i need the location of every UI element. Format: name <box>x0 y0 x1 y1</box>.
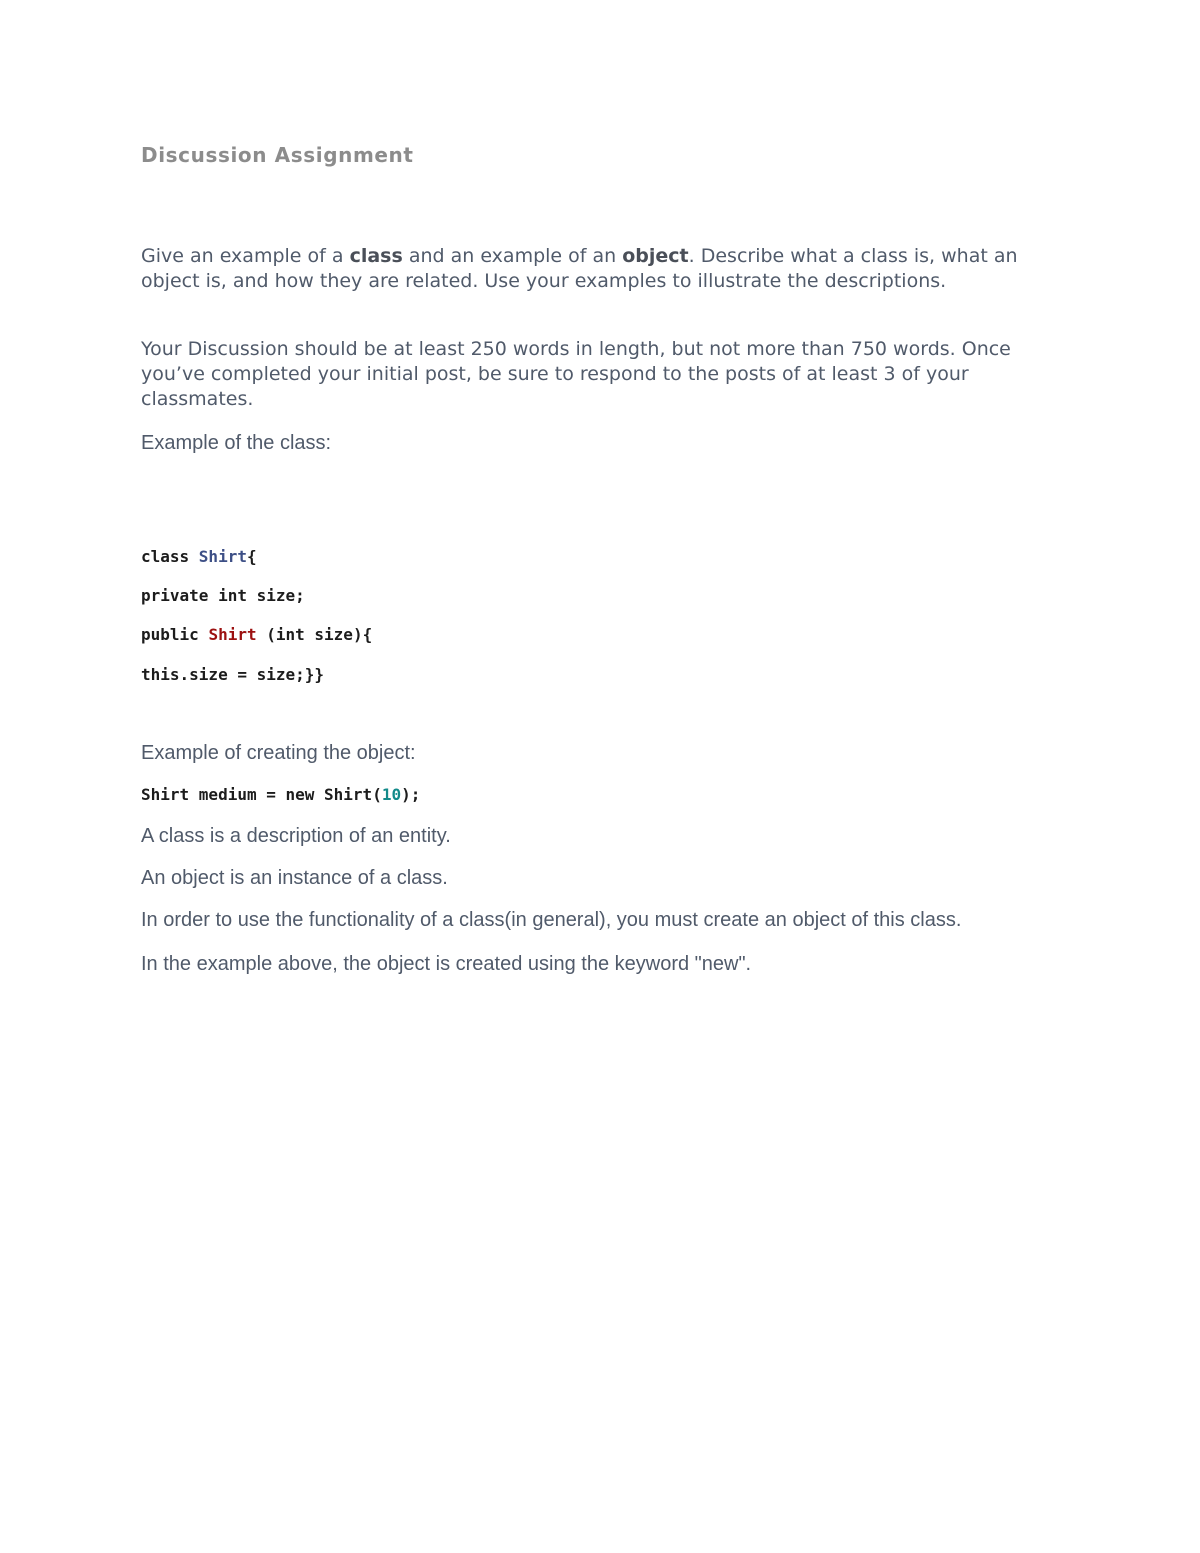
statement-new-keyword: In the example above, the object is created using the keyword "new". <box>141 953 752 975</box>
code-line-constructor <box>141 624 372 646</box>
keyword-object: object <box>622 245 689 267</box>
intro-text-part3: . Describe what a class is, what an object is, and how they are related. Use your examples to illustrate the descriptions. <box>141 245 1018 292</box>
keyword-class: class <box>349 245 403 267</box>
code-class-name: Shirt <box>198 547 247 566</box>
requirements-paragraph: Your Discussion should be at least 250 words in length, but not more than 750 words. Once you’ve completed your initial post, be sure to respond to the posts of at least 3 of your classmates. <box>141 338 1011 410</box>
statement-object-definition: An object is an instance of a class. <box>141 867 448 889</box>
class-example-label: Example of the class: <box>141 432 332 454</box>
intro-paragraph <box>141 244 1056 294</box>
code-line-field: private int size; <box>141 586 305 605</box>
object-example-label: Example of creating the object: <box>141 742 416 764</box>
code-keyword: class <box>141 547 199 566</box>
code-line-class-declaration <box>141 546 257 568</box>
code-constructor-name: Shirt <box>208 625 257 644</box>
code-brace: { <box>246 547 257 566</box>
code-number-literal: 10 <box>381 785 402 804</box>
code-line-object-creation <box>141 784 420 806</box>
intro-text-part2: and an example of an <box>402 245 623 267</box>
intro-text-part1: Give an example of a <box>141 245 350 267</box>
code-params: (int size){ <box>256 625 373 644</box>
code-line-assignment: this.size = size;}} <box>141 665 325 684</box>
code-keyword: public <box>141 625 209 644</box>
code-statement-end: ); <box>401 785 421 804</box>
document-title: Discussion Assignment <box>141 143 414 167</box>
statement-class-definition: A class is a description of an entity. <box>141 825 451 847</box>
statement-functionality: In order to use the functionality of a class(in general), you must create an object of this class. <box>141 909 962 931</box>
code-statement: Shirt medium = new Shirt( <box>141 785 382 804</box>
